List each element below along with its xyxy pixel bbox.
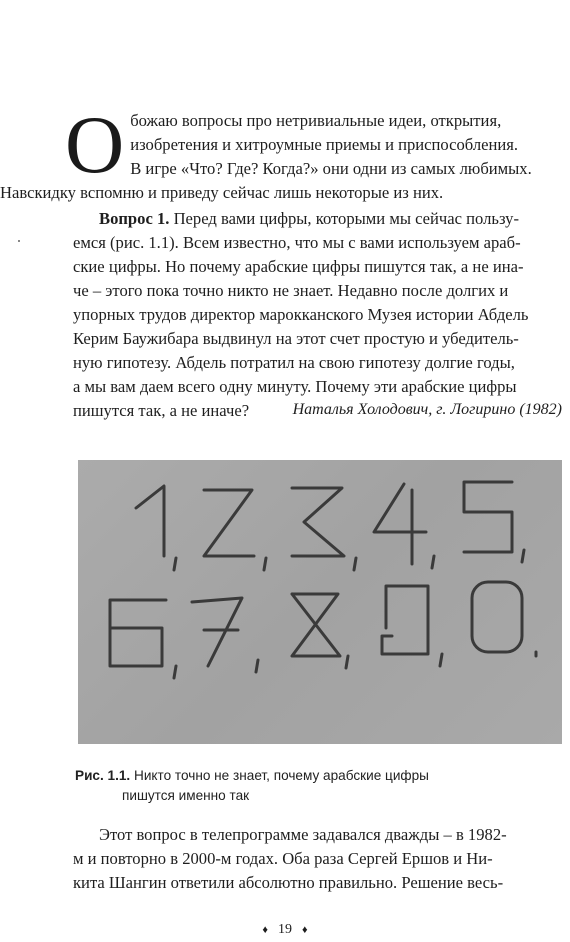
question-author: Наталья Холодович, г. Логирино (1982) bbox=[292, 401, 562, 418]
question-line: че – этого пока точно никто не знает. Недавно после долгих и bbox=[73, 281, 509, 300]
digit-2-drawing bbox=[204, 490, 254, 556]
digit-4-drawing bbox=[374, 484, 426, 564]
question-paragraph bbox=[73, 207, 565, 423]
question-label: Вопрос 1. bbox=[99, 209, 170, 228]
comma-drawing bbox=[522, 550, 524, 562]
intro-line: божаю вопросы про нетривиальные идеи, открытия, bbox=[130, 111, 502, 130]
intro-line: Навскидку вспомню и приведу сейчас лишь некоторые из них. bbox=[0, 183, 444, 202]
comma-drawing bbox=[346, 656, 348, 668]
digit-8-drawing bbox=[292, 594, 340, 656]
figure-caption bbox=[75, 766, 429, 806]
comma-drawing bbox=[432, 556, 434, 568]
question-line: упорных трудов директор марокканского Музея истории Абдель bbox=[73, 305, 529, 324]
comma-drawing bbox=[440, 654, 442, 666]
digit-6-drawing bbox=[110, 600, 166, 666]
digit-0-drawing bbox=[472, 582, 522, 652]
angular-digits-drawing bbox=[78, 460, 562, 744]
caption-text-line2: пишутся именно так bbox=[122, 788, 250, 803]
intro-paragraph bbox=[0, 99, 567, 205]
diamond-ornament-icon: ♦ bbox=[302, 924, 308, 936]
question-line: Керим Баужибара выдвинул на этот счет простую и убедитель- bbox=[73, 329, 519, 348]
answer-line: кита Шангин ответили абсолютно правильно. Решение весь- bbox=[73, 873, 504, 892]
figure-photo bbox=[78, 460, 562, 744]
caption-text: Никто точно не знает, почему арабские цифры bbox=[130, 768, 429, 783]
question-line: пишутся так, а не иначе? bbox=[73, 401, 250, 420]
intro-line: изобретения и хитроумные приемы и приспособления. bbox=[130, 135, 519, 154]
question-first-line bbox=[73, 207, 565, 231]
diamond-ornament-icon: ♦ bbox=[262, 924, 268, 936]
intro-line: В игре «Что? Где? Когда?» они одни из самых любимых. bbox=[130, 159, 532, 178]
comma-drawing bbox=[174, 666, 176, 678]
page-footer bbox=[0, 921, 570, 939]
question-line: ную гипотезу. Абдель потратил на свою гипотезу долгие годы, bbox=[73, 353, 515, 372]
question-line: емся (рис. 1.1). Всем известно, что мы с вами используем араб- bbox=[73, 233, 521, 252]
digit-7-drawing bbox=[192, 598, 242, 666]
question-text: Перед вами цифры, которыми мы сейчас пользу- bbox=[169, 209, 519, 228]
comma-drawing bbox=[174, 558, 176, 570]
digit-1-drawing bbox=[136, 486, 164, 556]
question-line: ские цифры. Но почему арабские цифры пишутся так, а не ина- bbox=[73, 257, 524, 276]
margin-speck bbox=[18, 240, 20, 242]
digit-9-drawing bbox=[382, 586, 428, 654]
answer-paragraph bbox=[73, 823, 565, 895]
page-number: 19 bbox=[278, 922, 292, 937]
answer-line: Этот вопрос в телепрограмме задавался дважды – в 1982- bbox=[99, 825, 507, 844]
answer-line: м и повторно в 2000-м годах. Оба раза Сергей Ершов и Ни- bbox=[73, 849, 493, 868]
digit-5-drawing bbox=[464, 482, 512, 552]
drop-cap: О bbox=[65, 99, 125, 190]
comma-drawing bbox=[264, 558, 266, 570]
comma-drawing bbox=[354, 558, 356, 570]
comma-drawing bbox=[256, 660, 258, 672]
caption-label: Рис. 1.1. bbox=[75, 768, 131, 783]
question-line: а мы вам даем всего одну минуту. Почему эти арабские цифры bbox=[73, 377, 517, 396]
digit-3-drawing bbox=[292, 488, 344, 556]
